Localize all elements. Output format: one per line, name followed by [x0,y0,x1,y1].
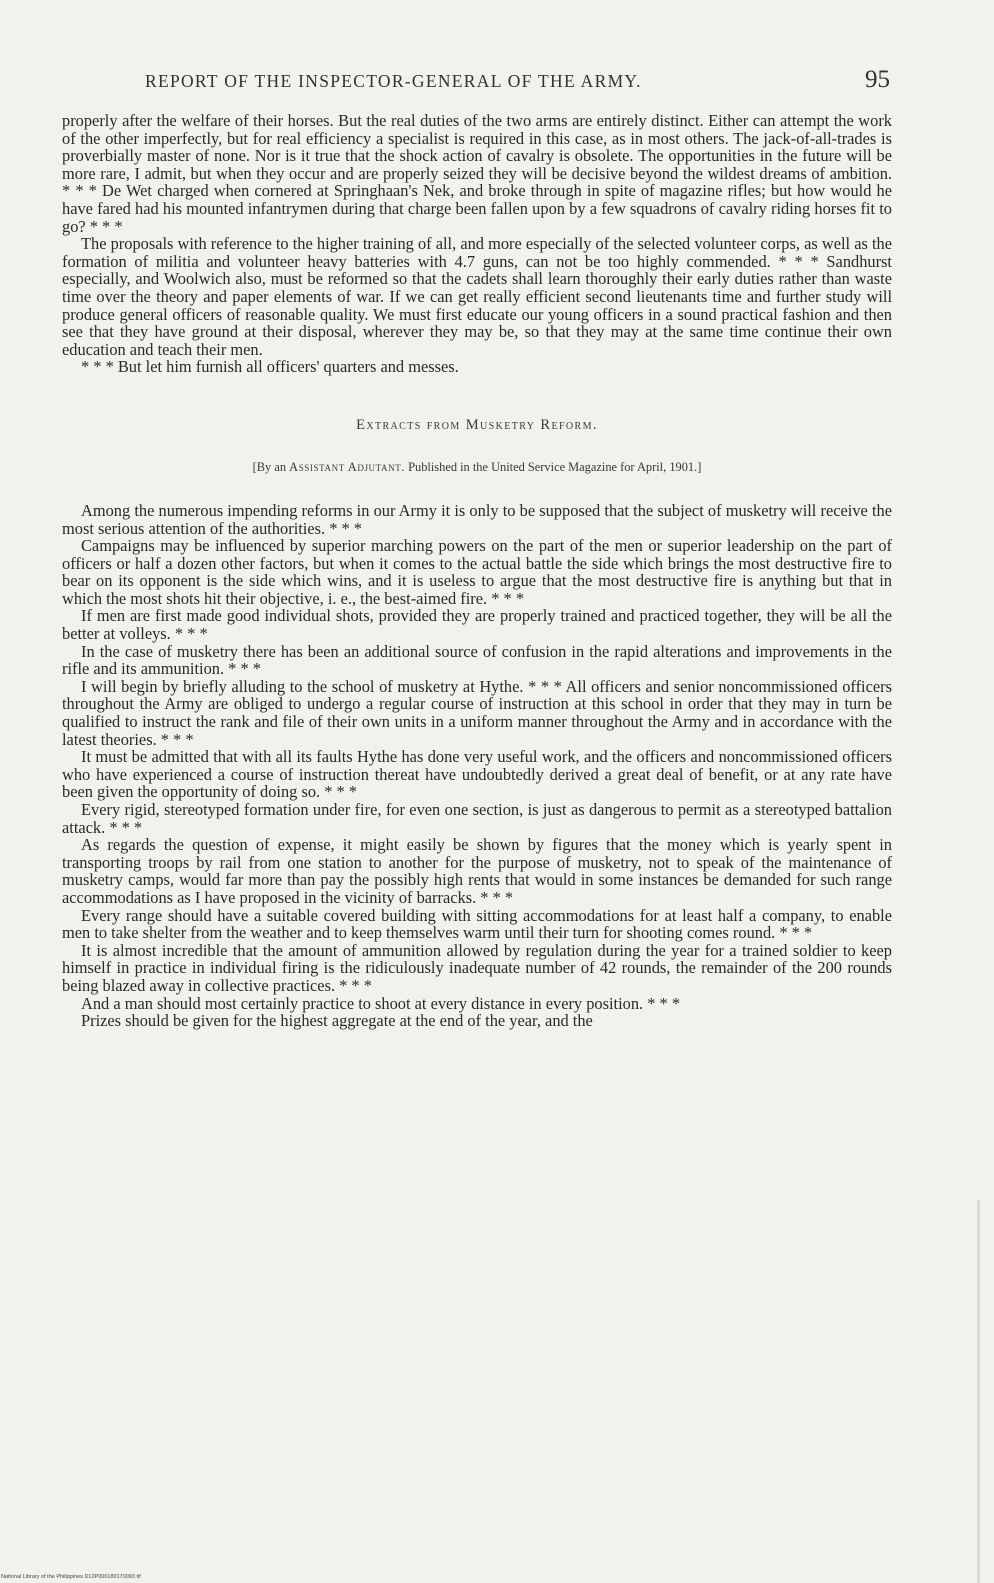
paragraph: The proposals with reference to the higher training of all, and more especially of the selected volunteer corps, as well as the formation of militia and volunteer heavy batteries with 4.7 guns, can not be too highly commended. * * * Sandhurst especially, and Woolwich also, must be reformed so that the cadets shall learn thoroughly their early duties rather than waste time over the theory and paper elements of war. If we can get really efficient second lieutenants time and further study will produce general officers of reasonable quality. We must first educate our young officers in a sound practical fashion and then see that they have ground at their disposal, wherever they may be, so that they may at the same time continue their own education and teach their men. [62,234,892,359]
paragraph: I will begin by briefly alluding to the school of musketry at Hythe. * * * All officers and senior noncommissioned officers throughout the Army are obliged to undergo a regular course of instruction at this school in order that they may in turn be qualified to instruct the rank and file of their own units in a uniform manner throughout the Army and in accordance with the latest theories. * * * [62,676,892,749]
paragraph: Campaigns may be influenced by superior marching powers on the part of the men or superior leadership on the part of officers or half a dozen other factors, but when it comes to the actual battle the side which brings the most destructive fire to bear on its opponent is the side which wins, and it is useless to argue that the most destructive fire is anything but that in which the most shots hit their objective, i. e., the best-aimed fire. * * * [62,536,892,608]
paragraph-continues: Prizes should be given for the highest aggregate at the end of the year, and the [81,1011,593,1031]
page-body [62,112,892,1030]
page-fold-shadow [977,1200,980,1583]
paragraph: * * * But let him furnish all officers' quarters and messes. [81,357,459,377]
paragraph: Every range should have a suitable covered building with sitting accommodations for at least half a company, to enable men to take shelter from the weather and to keep themselves warm until their turn for shooting comes round. * * * [62,905,892,943]
paragraph: Every rigid, stereotyped formation under fire, for even one section, is just as dangerous to permit as a stereotyped battalion attack. * * * [62,800,892,837]
byline-publication: Published in the United Service Magazine for April, 1901.] [408,459,702,474]
byline-prefix: [By an [252,459,287,474]
paragraph: And a man should most certainly practice to shoot at every distance in every position. * * * [81,993,681,1013]
page-header [145,66,890,94]
paragraph-continued: properly after the welfare of their horses. But the real duties of the two arms are entirely distinct. Either can attempt the work of the other imperfectly, but for real efficiency a specialist is required in this case, as in most others. The jack-of-all-trades is proverbially master of none. Nor is it true that the shock action of cavalry is obsolete. The opportunities in the future will be more rare, I admit, but when they occur and are properly seized they will be decisive beyond the wildest dreams of ambition. * * * De Wet charged when cornered at Springhaan's Nek, and broke through in spite of magazine rifles; but how would he have fared had his mounted infantrymen during that charge been fallen upon by a few squadrons of cavalry riding horses fit to go? * * * [62,111,892,236]
byline-author: Assistant Adjutant. [289,459,406,474]
paragraph: In the case of musketry there has been an additional source of confusion in the rapid alterations and improvements in the rifle and its ammunition. * * * [62,641,892,679]
paragraph: Among the numerous impending reforms in our Army it is only to be supposed that the subject of musketry will receive the most serious attention of the authorities. * * * [62,500,892,538]
running-title: REPORT OF THE INSPECTOR-GENERAL OF THE ARMY. [145,71,642,91]
paragraph: It is almost incredible that the amount of ammunition allowed by regulation during the year for a trained soldier to keep himself in practice in individual firing is the ridiculously inadequate number of 42 rounds, the remainder of the 200 rounds being blazed away in collective practices. * * * [62,940,892,995]
paragraph: It must be admitted that with all its faults Hythe has done very useful work, and the officers and noncommissioned officers who have experienced a course of instruction thereat have undoubtedly derived a great deal of benefit, or at any rate have been given the opportunity of doing so. * * * [62,747,892,802]
scan-footer-note: National Library of the Philippines D12P000180170093 tif [1,1574,141,1580]
page-number: 95 [865,66,890,93]
paragraph: As regards the question of expense, it might easily be shown by figures that the money which is yearly spent in transporting troops by rail from one station to another for the purpose of musketry, not to speak of the maintenance of musketry camps, would far more than pay the possibly high rents that would in some instances be demanded for such range accommodations as I have proposed in the vicinity of barracks. * * * [62,835,892,907]
section-byline [62,460,892,475]
paragraph: If men are first made good individual shots, provided they are properly trained and practiced together, they will be all the better at volleys. * * * [62,606,892,644]
section-heading: Extracts from Musketry Reform. [356,416,598,433]
